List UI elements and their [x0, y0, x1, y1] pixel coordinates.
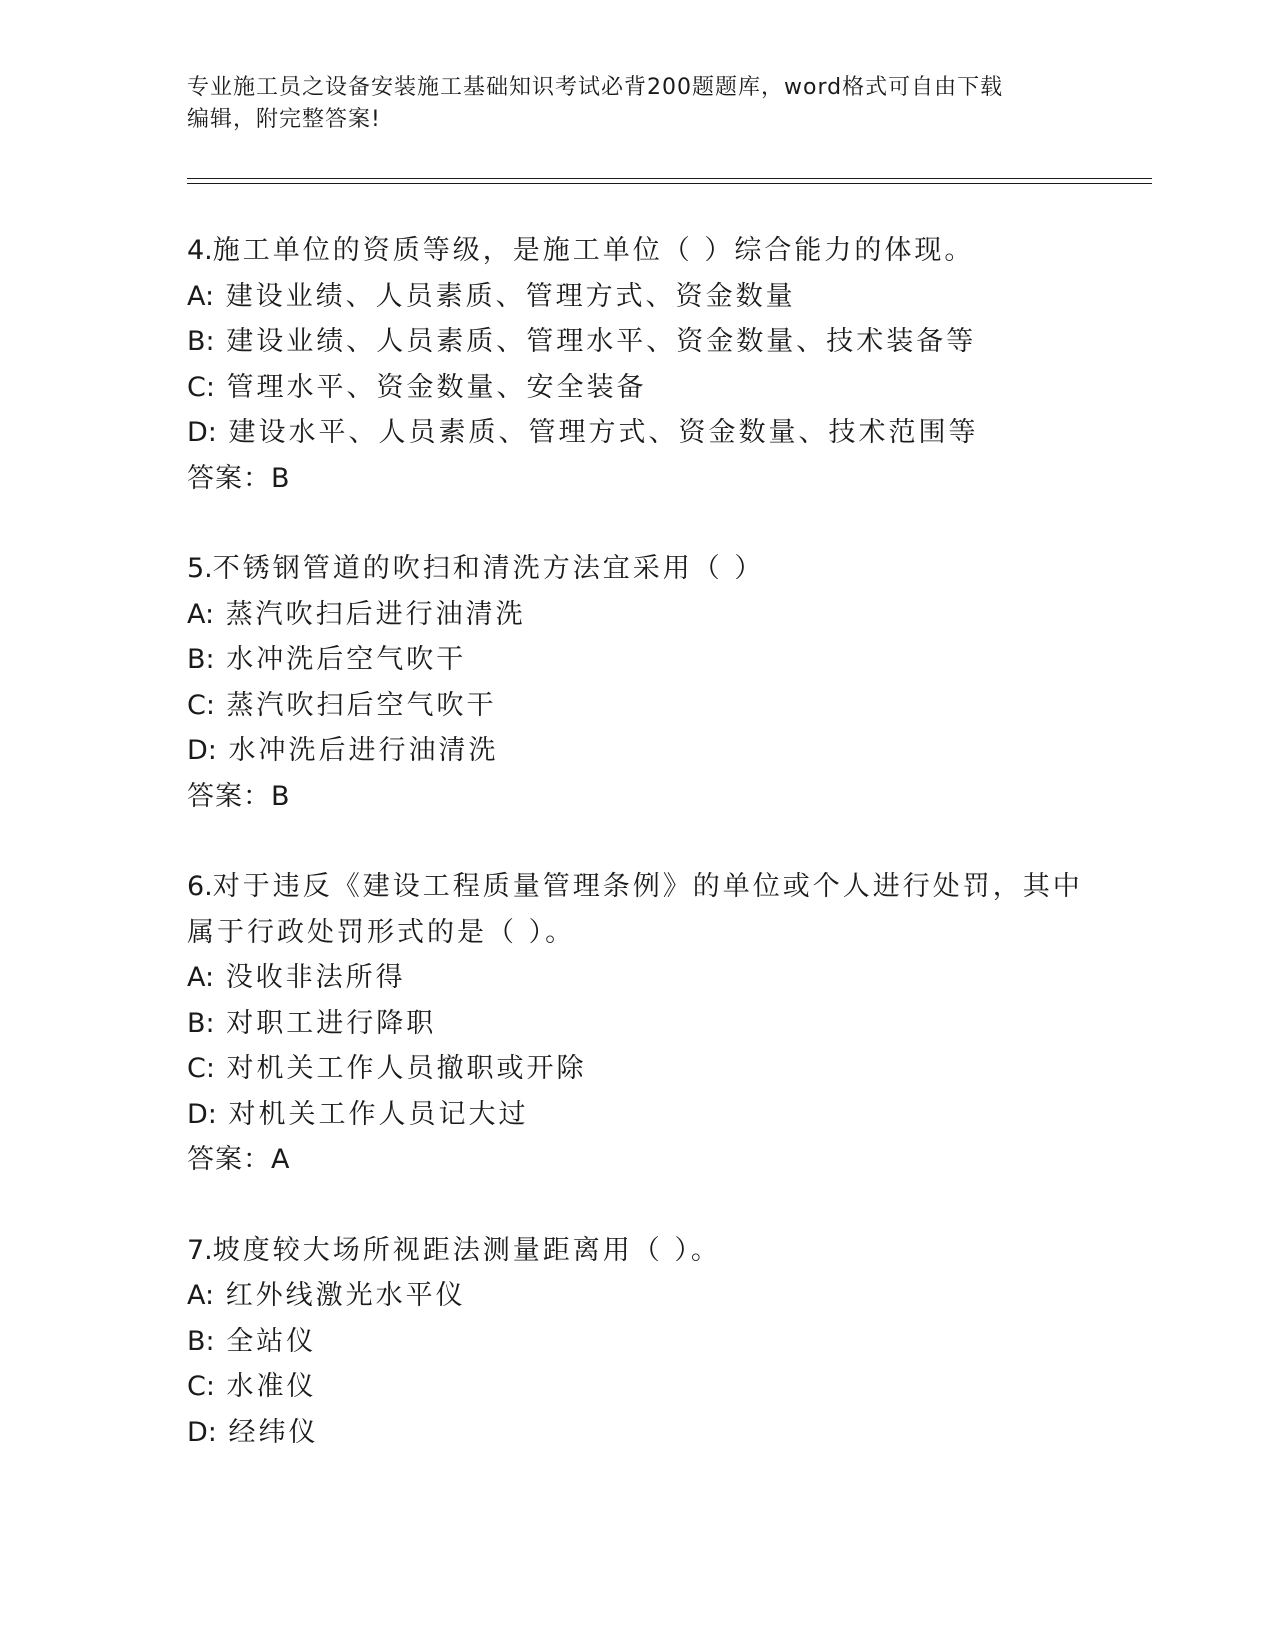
option-key: A:: [187, 962, 215, 993]
option-key: D:: [187, 1416, 217, 1448]
header-double-rule: [187, 178, 1152, 184]
option-text: 蒸汽吹扫后空气吹干: [226, 689, 497, 721]
answer-option: [187, 1410, 1087, 1456]
answer-key: 答案：A: [187, 1144, 291, 1175]
option-text: 建设业绩、人员素质、管理水平、资金数量、技术装备等: [226, 326, 977, 357]
option-text: 建设业绩、人员素质、管理方式、资金数量: [225, 280, 796, 312]
question-stem: [187, 910, 1087, 956]
answer-key: 答案：B: [187, 780, 291, 812]
question-block: [187, 546, 1087, 819]
option-text: 建设水平、人员素质、管理方式、资金数量、技术范围等: [228, 417, 979, 448]
question-stem: [187, 546, 1087, 592]
question-block: [187, 1228, 1087, 1456]
option-key: A:: [187, 598, 215, 630]
option-text: 水冲洗后空气吹干: [226, 644, 467, 675]
question-number: 5.: [187, 553, 213, 584]
option-key: B:: [187, 326, 215, 357]
option-key: D:: [187, 735, 217, 766]
option-key: D:: [187, 417, 217, 448]
answer-option: [187, 592, 1087, 638]
option-key: B:: [187, 1325, 215, 1357]
option-text: 全站仪: [226, 1325, 317, 1357]
option-text: 红外线激光水平仪: [225, 1280, 466, 1311]
option-key: A:: [187, 1280, 215, 1311]
question-block: [187, 228, 1087, 501]
option-key: B:: [187, 644, 215, 675]
question-stem-text: 不锈钢管道的吹扫和清洗方法宜采用（ ）: [212, 553, 765, 584]
question-stem-text: 施工单位的资质等级，是施工单位（ ）综合能力的体现。: [212, 235, 975, 266]
answer-option: [187, 319, 1087, 365]
question-stem: [187, 1228, 1087, 1274]
option-key: C:: [187, 1371, 215, 1402]
document-title: [187, 72, 1087, 136]
option-key: A:: [187, 280, 215, 312]
question-stem-text: 对于违反《建设工程质量管理条例》的单位或个人进行处罚，其中: [212, 871, 1083, 902]
option-key: C:: [187, 689, 215, 721]
answer-option: [187, 955, 1087, 1001]
option-text: 蒸汽吹扫后进行油清洗: [225, 598, 526, 630]
answer-option: [187, 1319, 1087, 1365]
answer-option: [187, 365, 1087, 411]
option-text: 对机关工作人员撤职或开除: [226, 1053, 587, 1084]
question-stem: [187, 228, 1087, 274]
answer-option: [187, 1092, 1087, 1138]
question-stem-text: 坡度较大场所视距法测量距离用（ ）。: [212, 1234, 721, 1266]
document-title-line-1: 专业施工员之设备安装施工基础知识考试必背200题题库，word格式可自由下载: [187, 75, 1004, 100]
answer-option: [187, 410, 1087, 456]
question-number: 7.: [187, 1234, 213, 1266]
document-title-line-2: 编辑，附完整答案!: [187, 107, 381, 132]
answer-option: [187, 728, 1087, 774]
option-key: B:: [187, 1007, 215, 1039]
answer-option: [187, 1046, 1087, 1092]
option-text: 对机关工作人员记大过: [228, 1098, 529, 1130]
answer-option: [187, 274, 1087, 320]
option-text: 水冲洗后进行油清洗: [228, 735, 499, 766]
answer-option: [187, 637, 1087, 683]
answer-option: [187, 1001, 1087, 1047]
question-number: 6.: [187, 871, 213, 902]
option-text: 经纬仪: [228, 1416, 319, 1448]
question-stem-text: 属于行政处罚形式的是（ ）。: [187, 916, 576, 948]
question-block: [187, 864, 1087, 1183]
option-text: 水准仪: [226, 1371, 317, 1402]
answer-key: 答案：B: [187, 462, 291, 494]
option-key: C:: [187, 371, 215, 403]
question-number: 4.: [187, 235, 213, 266]
option-text: 对职工进行降职: [226, 1007, 437, 1039]
option-text: 没收非法所得: [225, 962, 406, 993]
option-text: 管理水平、资金数量、安全装备: [226, 371, 647, 403]
question-stem: [187, 864, 1087, 910]
answer-option: [187, 1364, 1087, 1410]
option-key: D:: [187, 1098, 217, 1130]
question-list: [187, 228, 1087, 1500]
answer-option: [187, 1273, 1087, 1319]
option-key: C:: [187, 1053, 215, 1084]
answer-option: [187, 683, 1087, 729]
